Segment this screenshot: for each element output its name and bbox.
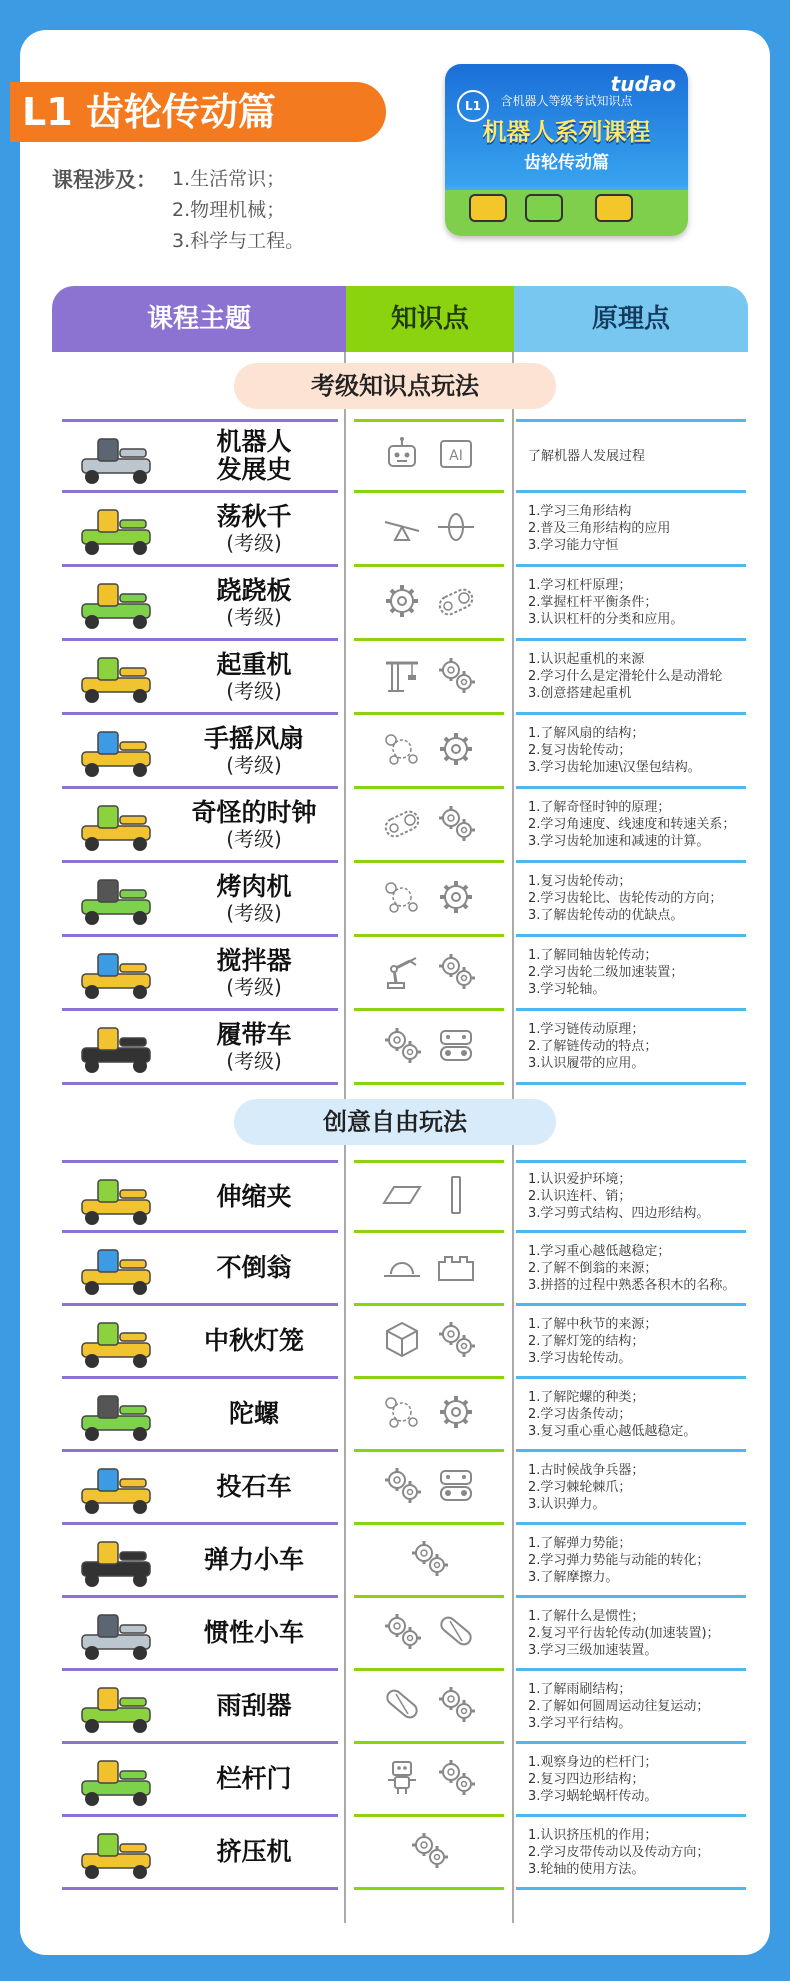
principle-line: 1.复习齿轮传动； [528, 874, 632, 889]
topic-subtitle: (考级) [226, 974, 282, 999]
cover-model-icon [595, 194, 633, 222]
principle-line: 2.学习什么是定滑轮什么是动滑轮 [528, 669, 723, 684]
cover-model-icon [525, 194, 563, 222]
principle-line: 2.学习齿轮比、齿轮传动的方向； [528, 891, 723, 906]
principle-line: 3.学习齿轮传动。 [528, 1350, 632, 1366]
principle-line: 3.复习重心重心越低越稳定。 [528, 1423, 697, 1439]
principle-cell [516, 1744, 746, 1817]
table-row [62, 1379, 750, 1452]
topic-name [170, 1163, 338, 1230]
knowledge-cell [354, 937, 504, 1011]
principle-line: 1.认识起重机的来源 [528, 652, 645, 667]
principle-line: 2.学习棘轮棘爪； [528, 1479, 632, 1495]
knowledge-cell [354, 1525, 504, 1598]
scope-item: 1.生活常识； [172, 168, 286, 190]
topic-cell [62, 1160, 338, 1233]
topic-title: 搅拌器 [216, 945, 292, 975]
gear-train-icon [382, 1392, 422, 1436]
table-row [62, 1452, 750, 1525]
principle-line: 3.拼搭的过程中熟悉各积木的名称。 [528, 1277, 736, 1293]
principle-line: 2.学习弹力势能与动能的转化； [528, 1552, 710, 1568]
topic-subtitle: (考级) [226, 604, 282, 629]
column-header-topic: 课程主题 [52, 286, 346, 352]
principle-cell [516, 419, 746, 493]
principle-line: 3.创意搭建起重机 [528, 686, 632, 701]
scope-item: 3.科学与工程。 [172, 230, 305, 252]
topic-name [170, 493, 338, 564]
gears-icon [436, 1319, 476, 1363]
parallelogram-icon [382, 1175, 422, 1219]
table-row [62, 1011, 750, 1085]
principle-line: 2.学习齿条传动； [528, 1406, 632, 1422]
principle-line: 1.古时候战争兵器； [528, 1462, 645, 1478]
gear-icon [436, 1392, 476, 1436]
gears-icon [436, 655, 476, 699]
gears-icon [436, 951, 476, 995]
column-header-principle: 原理点 [514, 286, 748, 352]
topic-subtitle: 发展史 [216, 455, 292, 484]
topic-title: 烤肉机 [216, 871, 292, 901]
brand-logo: tudao [610, 72, 676, 96]
topic-cell [62, 1011, 338, 1085]
gears-icon [436, 803, 476, 847]
table-row [62, 1160, 750, 1233]
section-label-free: 创意自由玩法 [234, 1099, 556, 1145]
principle-line: 3.认识弹力。 [528, 1496, 606, 1512]
table-row [62, 567, 750, 641]
topic-subtitle: (考级) [226, 752, 282, 777]
table-row [62, 1306, 750, 1379]
principle-line: 3.学习轮轴。 [528, 982, 606, 997]
principle-line: 2.复习四边形结构； [528, 1771, 645, 1787]
principle-cell [516, 1452, 746, 1525]
topic-cell [62, 567, 338, 641]
principle-line: 3.了解齿轮传动的优缺点。 [528, 908, 684, 923]
crane-icon [382, 655, 422, 699]
topic-title: 陀螺 [228, 1399, 279, 1428]
principle-line: 1.学习链传动原理； [528, 1022, 645, 1037]
principle-cell [516, 1525, 746, 1598]
table-row [62, 1671, 750, 1744]
topic-name [170, 937, 338, 1008]
cover-subtitle: 含机器人等级考试知识点 [500, 94, 633, 108]
gears-icon [382, 1611, 422, 1655]
principle-line: 1.了解奇怪时钟的原理； [528, 800, 671, 815]
gear-train-icon [382, 729, 422, 773]
axle-icon [436, 507, 476, 551]
principle-line: 2.复习齿轮传动； [528, 743, 632, 758]
robot-face-icon [382, 434, 422, 478]
principle-line: 1.了解雨刷结构； [528, 1681, 632, 1697]
topic-title: 不倒翁 [216, 1253, 292, 1282]
principle-cell [516, 493, 746, 567]
capsule-icon [382, 1684, 422, 1728]
principle-line: 1.了解什么是惯性； [528, 1608, 645, 1624]
table-row [62, 1233, 750, 1306]
topic-cell [62, 1452, 338, 1525]
svg-text:AI: AI [449, 448, 463, 464]
seesaw-icon [382, 507, 422, 551]
brick-icon [436, 1246, 476, 1290]
table-row [62, 1817, 750, 1890]
topic-subtitle: (考级) [226, 530, 282, 555]
cover-title: 机器人系列课程 [482, 118, 651, 146]
principle-cell [516, 715, 746, 789]
course-cover-image [445, 64, 688, 236]
principle-line: 1.了解弹力势能； [528, 1535, 632, 1551]
topic-title: 弹力小车 [203, 1545, 304, 1574]
topic-name [170, 1306, 338, 1376]
principle-cell [516, 1379, 746, 1452]
topic-title: 中秋灯笼 [203, 1326, 304, 1355]
topic-title: 跷跷板 [216, 575, 292, 605]
dome-icon [382, 1246, 422, 1290]
topic-title: 荡秋千 [216, 501, 292, 531]
table-row [62, 715, 750, 789]
principle-cell [516, 1817, 746, 1890]
topic-name [170, 422, 338, 490]
principle-cell [516, 641, 746, 715]
principle-line: 2.普及三角形结构的应用 [528, 521, 671, 536]
principle-line: 3.学习剪式结构、四边形结构。 [528, 1206, 710, 1221]
table-row [62, 789, 750, 863]
principle-cell [516, 789, 746, 863]
knowledge-cell [354, 419, 504, 493]
ai-icon [436, 434, 476, 478]
gears-icon [382, 1025, 422, 1069]
principle-cell [516, 863, 746, 937]
topic-name [170, 1525, 338, 1595]
gear-icon [382, 581, 422, 625]
topic-title: 起重机 [216, 649, 292, 679]
principle-line: 2.学习皮带传动以及传动方向； [528, 1844, 710, 1860]
principle-line: 1.学习三角形结构 [528, 504, 632, 519]
topic-subtitle: (考级) [226, 1048, 282, 1073]
topic-name [170, 715, 338, 786]
principle-line: 2.学习角速度、线速度和转速关系； [528, 817, 736, 832]
principle-line: 2.了解不倒翁的来源； [528, 1260, 658, 1276]
principle-line: 2.掌握杠杆平衡条件； [528, 595, 658, 610]
table-row [62, 937, 750, 1011]
topic-name [170, 1744, 338, 1814]
knowledge-cell [354, 863, 504, 937]
topic-cell [62, 863, 338, 937]
principle-line: 2.了解灯笼的结构； [528, 1333, 645, 1349]
topic-title: 投石车 [216, 1472, 292, 1501]
principle-cell [516, 1011, 746, 1085]
principle-line: 2.学习齿轮二级加速装置； [528, 965, 684, 980]
principle-cell [516, 937, 746, 1011]
principle-line: 1.了解同轴齿轮传动； [528, 948, 658, 963]
table-row [62, 1598, 750, 1671]
principle-line: 3.学习齿轮加速和减速的计算。 [528, 834, 710, 849]
topic-title: 奇怪的时钟 [191, 797, 317, 827]
principle-line: 1.了解中秋节的来源； [528, 1316, 658, 1332]
principle-cell [516, 1671, 746, 1744]
scope-list [172, 164, 304, 257]
principle-line: 1.了解风扇的结构； [528, 726, 645, 741]
robot-icon [382, 1757, 422, 1801]
gear-train-icon [382, 877, 422, 921]
topic-subtitle: (考级) [226, 900, 282, 925]
topic-cell [62, 641, 338, 715]
topic-cell [62, 419, 338, 493]
principle-line: 3.学习平行结构。 [528, 1715, 632, 1731]
knowledge-cell [354, 715, 504, 789]
topic-cell [62, 715, 338, 789]
knowledge-cell [354, 1011, 504, 1085]
topic-name [170, 1452, 338, 1522]
robot-arm-icon [382, 951, 422, 995]
principle-line: 2.复习平行齿轮传动(加速装置)； [528, 1625, 720, 1641]
principle-line: 3.认识杠杆的分类和应用。 [528, 612, 684, 627]
principle-line: 3.轮轴的使用方法。 [528, 1861, 645, 1877]
topic-cell [62, 493, 338, 567]
topic-name [170, 1379, 338, 1449]
principle-line: 1.认识爱护环境； [528, 1172, 632, 1187]
topic-cell [62, 1379, 338, 1452]
principle-line: 1.观察身边的栏杆门； [528, 1754, 658, 1770]
scope-item: 2.物理机械； [172, 199, 286, 221]
principle-line: 1.学习重心越低越稳定； [528, 1243, 671, 1259]
principle-line: 2.认识连杆、销； [528, 1189, 632, 1204]
topic-name [170, 1671, 338, 1741]
topic-title: 履带车 [216, 1019, 292, 1049]
knowledge-cell [354, 493, 504, 567]
knowledge-cell [354, 641, 504, 715]
knowledge-cell [354, 1452, 504, 1525]
gears-icon [436, 1684, 476, 1728]
gear-icon [436, 729, 476, 773]
principle-cell [516, 1306, 746, 1379]
principle-cell [516, 1233, 746, 1306]
topic-title: 挤压机 [216, 1837, 292, 1866]
topic-name [170, 1598, 338, 1668]
principle-line: 2.了解如何圆周运动往复运动； [528, 1698, 710, 1714]
topic-title: 栏杆门 [216, 1764, 292, 1793]
topic-cell [62, 1671, 338, 1744]
cover-model-icon [469, 194, 507, 222]
principle-cell [516, 1160, 746, 1233]
gears-icon [409, 1538, 449, 1582]
knowledge-cell [354, 1817, 504, 1890]
topic-subtitle: (考级) [226, 678, 282, 703]
principle-line: 3.认识履带的应用。 [528, 1056, 645, 1071]
track-icon [436, 1465, 476, 1509]
gears-icon [436, 1757, 476, 1801]
topic-title: 雨刮器 [216, 1691, 292, 1720]
table-row [62, 419, 750, 493]
principle-line: 了解机器人发展过程 [528, 448, 646, 464]
table-row [62, 641, 750, 715]
knowledge-cell [354, 567, 504, 641]
knowledge-cell [354, 1671, 504, 1744]
topic-name [170, 1817, 338, 1887]
track-icon [436, 1025, 476, 1069]
cover-chapter: 齿轮传动篇 [524, 153, 609, 173]
topic-name [170, 789, 338, 860]
topic-cell [62, 1744, 338, 1817]
topic-name [170, 567, 338, 638]
cube-icon [382, 1319, 422, 1363]
topic-name [170, 863, 338, 934]
topic-cell [62, 789, 338, 863]
topic-cell [62, 1233, 338, 1306]
scope-label: 课程涉及： [52, 168, 157, 192]
topic-cell [62, 1306, 338, 1379]
knowledge-cell [354, 1306, 504, 1379]
knowledge-cell [354, 1379, 504, 1452]
capsule-icon [436, 1611, 476, 1655]
principle-line: 3.学习能力守恒 [528, 538, 619, 553]
topic-name [170, 641, 338, 712]
knowledge-cell [354, 1744, 504, 1817]
topic-name [170, 1011, 338, 1082]
section-label-exam: 考级知识点玩法 [234, 363, 556, 409]
principle-line: 1.学习杠杆原理； [528, 578, 632, 593]
knowledge-cell [354, 789, 504, 863]
column-header-knowledge: 知识点 [346, 286, 514, 352]
topic-title: 手摇风扇 [203, 723, 304, 753]
chain-loop-icon [382, 803, 422, 847]
table-row [62, 493, 750, 567]
lesson-title: L1 齿轮传动篇 [10, 82, 386, 142]
gears-icon [382, 1465, 422, 1509]
table-row [62, 863, 750, 937]
topic-subtitle: (考级) [226, 826, 282, 851]
principle-line: 1.了解陀螺的种类； [528, 1389, 645, 1405]
topic-cell [62, 1817, 338, 1890]
principle-line: 3.学习三级加速装置。 [528, 1642, 658, 1658]
principle-cell [516, 1598, 746, 1671]
principle-line: 2.了解链传动的特点； [528, 1039, 658, 1054]
level-badge: L1 [457, 90, 489, 122]
table-row [62, 1525, 750, 1598]
principle-line: 3.了解摩擦力。 [528, 1569, 619, 1585]
topic-cell [62, 937, 338, 1011]
knowledge-cell [354, 1160, 504, 1233]
topic-title: 伸缩夹 [216, 1181, 292, 1211]
principle-line: 1.认识挤压机的作用； [528, 1827, 658, 1843]
topic-cell [62, 1525, 338, 1598]
topic-name [170, 1233, 338, 1303]
chain-loop-icon [436, 581, 476, 625]
topic-title: 机器人 [216, 427, 292, 456]
table-row [62, 1744, 750, 1817]
knowledge-cell [354, 1233, 504, 1306]
principle-line: 3.学习齿轮加速\汉堡包结构。 [528, 760, 701, 775]
knowledge-cell [354, 1598, 504, 1671]
topic-cell [62, 1598, 338, 1671]
principle-cell [516, 567, 746, 641]
bar-icon [436, 1175, 476, 1219]
gears-icon [409, 1830, 449, 1874]
principle-line: 3.学习蜗轮蜗杆传动。 [528, 1788, 658, 1804]
topic-title: 惯性小车 [203, 1618, 304, 1647]
gear-icon [436, 877, 476, 921]
